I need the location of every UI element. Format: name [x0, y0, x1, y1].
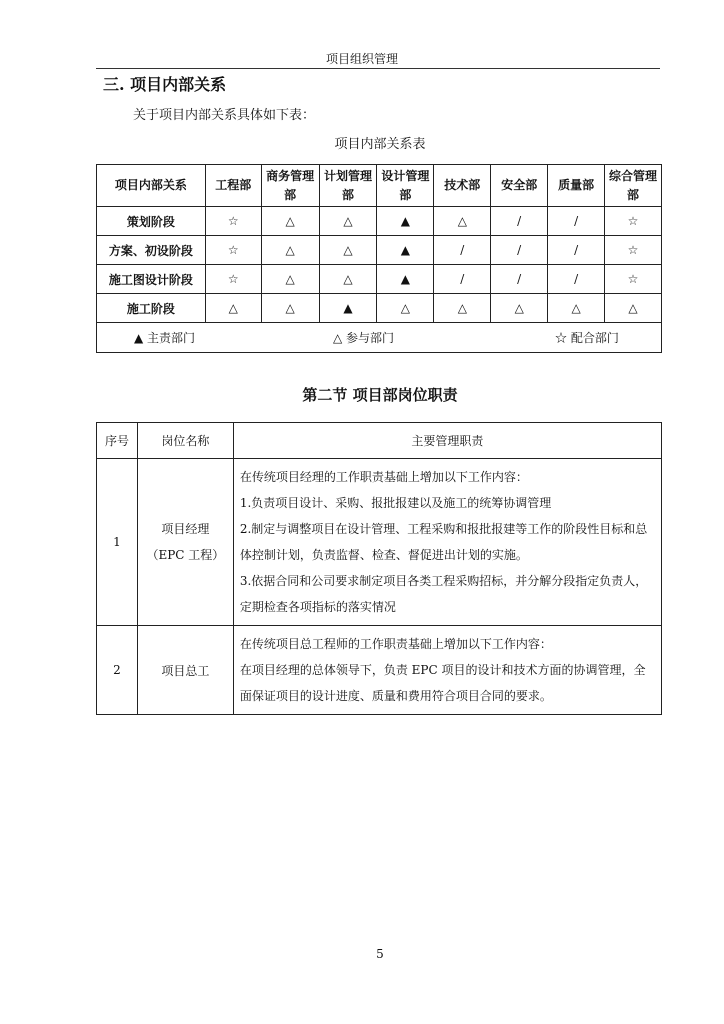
header-cell: 工程部 [205, 165, 261, 207]
header-cell: 序号 [97, 423, 138, 459]
symbol-cell: ▲ [377, 236, 434, 265]
page-number: 5 [376, 947, 384, 961]
duty-line: 3.依据合同和公司要求制定项目各类工程采购招标，并分解分段指定负责人，定期检查各项指标的落实情况 [239, 574, 648, 614]
stage-cell: 方案、初设阶段 [97, 236, 206, 265]
symbol-cell: / [491, 207, 548, 236]
duties-cell [233, 459, 661, 626]
stage-cell: 策划阶段 [97, 207, 206, 236]
symbol-cell: / [434, 265, 491, 294]
table-header-row [97, 165, 662, 207]
symbol-cell: △ [377, 294, 434, 323]
duties-cell [233, 626, 661, 715]
table-row [97, 626, 662, 715]
header-cell: 综合管理部 [605, 165, 662, 207]
symbol-cell: / [548, 236, 605, 265]
symbol-cell: △ [205, 294, 261, 323]
header-cell: 计划管理部 [319, 165, 377, 207]
section-title: 三. 项目内部关系 [103, 75, 227, 94]
table-header-row [97, 423, 662, 459]
symbol-cell: △ [319, 207, 377, 236]
symbol-cell: ☆ [605, 236, 662, 265]
relationship-table [96, 164, 662, 353]
symbol-cell: ☆ [205, 236, 261, 265]
stage-cell: 施工图设计阶段 [97, 265, 206, 294]
position-note: （EPC 工程） [146, 548, 225, 562]
table-row [97, 236, 662, 265]
symbol-cell: / [434, 236, 491, 265]
symbol-cell: ☆ [605, 265, 662, 294]
symbol-cell: ▲ [377, 265, 434, 294]
symbol-cell: △ [261, 294, 319, 323]
row-number: 1 [97, 459, 138, 626]
symbol-cell: ☆ [205, 265, 261, 294]
symbol-cell: △ [491, 294, 548, 323]
duties-table [96, 422, 662, 715]
duty-line: 1.负责项目设计、采购、报批报建以及施工的统筹协调管理 [239, 496, 552, 510]
symbol-cell: / [548, 265, 605, 294]
duty-line: 在传统项目经理的工作职责基础上增加以下工作内容： [239, 470, 528, 484]
duty-line: 在传统项目总工程师的工作职责基础上增加以下工作内容： [239, 637, 552, 651]
symbol-cell: / [491, 265, 548, 294]
header-cell: 主要管理职责 [233, 423, 661, 459]
legend-row [97, 323, 662, 353]
symbol-cell: △ [434, 294, 491, 323]
table-row [97, 459, 662, 626]
symbol-cell: / [548, 207, 605, 236]
symbol-cell: △ [548, 294, 605, 323]
symbol-cell: / [491, 236, 548, 265]
table-caption: 项目内部关系表 [334, 137, 426, 152]
symbol-cell: ▲ [319, 294, 377, 323]
header-cell: 项目内部关系 [97, 165, 206, 207]
legend-cell [97, 323, 662, 353]
symbol-cell: ☆ [605, 207, 662, 236]
legend-participate: △ 参与部门 [333, 331, 395, 345]
section2-title: 第二节 项目部岗位职责 [302, 386, 458, 404]
header-rule [96, 68, 660, 69]
table-row [97, 207, 662, 236]
header-cell: 岗位名称 [137, 423, 233, 459]
legend-cooperate: ☆ 配合部门 [555, 331, 619, 345]
header-cell: 商务管理部 [261, 165, 319, 207]
symbol-cell: △ [319, 265, 377, 294]
symbol-cell: △ [605, 294, 662, 323]
position-cell [137, 459, 233, 626]
table-row [97, 265, 662, 294]
table-row [97, 294, 662, 323]
header-cell: 质量部 [548, 165, 605, 207]
header-cell: 技术部 [434, 165, 491, 207]
symbol-cell: △ [261, 265, 319, 294]
symbol-cell: ☆ [205, 207, 261, 236]
position-name: 项目总工 [137, 626, 233, 715]
legend-main: ▲ 主责部门 [134, 331, 196, 345]
position-name: 项目经理 [161, 522, 210, 536]
duty-line: 在项目经理的总体领导下，负责 EPC 项目的设计和技术方面的协调管理，全面保证项目的设计进度、质量和费用符合项目合同的要求。 [239, 663, 646, 703]
symbol-cell: △ [319, 236, 377, 265]
intro-text: 关于项目内部关系具体如下表： [133, 108, 316, 123]
header-cell: 设计管理部 [377, 165, 434, 207]
duty-line: 2.制定与调整项目在设计管理、工程采购和报批报建等工作的阶段性目标和总体控制计划，负责监督、检查、督促进出计划的实施。 [239, 522, 648, 562]
symbol-cell: △ [261, 236, 319, 265]
header-cell: 安全部 [491, 165, 548, 207]
symbol-cell: △ [261, 207, 319, 236]
symbol-cell: △ [434, 207, 491, 236]
symbol-cell: ▲ [377, 207, 434, 236]
row-number: 2 [97, 626, 138, 715]
running-header: 项目组织管理 [325, 52, 398, 66]
stage-cell: 施工阶段 [97, 294, 206, 323]
